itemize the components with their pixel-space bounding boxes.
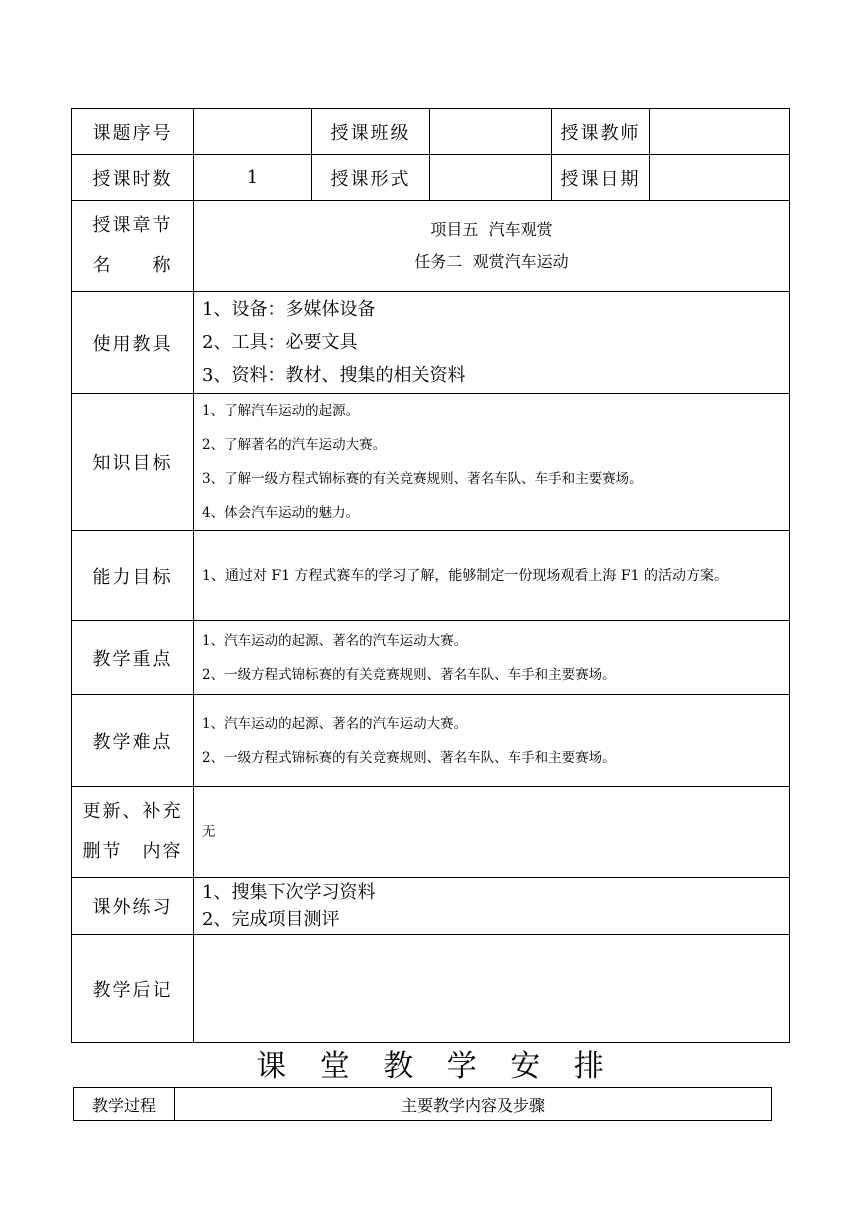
difficulty-item: 2、一级方程式锦标赛的有关竞赛规则、著名车队、车手和主要赛场。 [202, 749, 616, 766]
chapter-row [72, 201, 790, 292]
format-label: 授课形式 [312, 155, 430, 201]
tools-content[interactable] [194, 292, 790, 394]
updates-content[interactable]: 无 [194, 787, 790, 878]
chapter-label-line1: 授课章节 [92, 215, 173, 236]
knowledge-content[interactable] [194, 394, 790, 531]
updates-label-line2: 删节 内容 [82, 841, 183, 862]
teaching-plan-table [73, 1087, 772, 1121]
tools-label: 使用教具 [72, 292, 194, 394]
lesson-number-label: 课题序号 [72, 109, 194, 155]
knowledge-item: 3、了解一级方程式锦标赛的有关竞赛规则、著名车队、车手和主要赛场。 [202, 471, 643, 487]
date-label: 授课日期 [552, 155, 650, 201]
info-row-1 [72, 109, 790, 155]
chapter-value[interactable] [194, 201, 790, 292]
postscript-label: 教学后记 [72, 935, 194, 1043]
ability-label: 能力目标 [72, 531, 194, 621]
content-header: 主要教学内容及步骤 [175, 1088, 772, 1121]
hours-value[interactable]: 1 [194, 155, 312, 201]
knowledge-item: 4、体会汽车运动的魅力。 [202, 505, 360, 521]
plan-header-row [74, 1088, 772, 1121]
lesson-info-table [71, 108, 790, 1043]
class-value[interactable] [430, 109, 552, 155]
difficulties-label: 教学难点 [72, 695, 194, 787]
chapter-line1: 项目五 汽车观赏 [430, 220, 553, 239]
chapter-line2: 任务二 观赏汽车运动 [414, 252, 569, 271]
ability-content[interactable]: 1、通过对 F1 方程式赛车的学习了解，能够制定一份现场观看上海 F1 的活动方案。 [194, 531, 790, 621]
homework-label: 课外练习 [72, 878, 194, 935]
knowledge-item: 1、了解汽车运动的起源。 [202, 403, 360, 419]
knowledge-row [72, 394, 790, 531]
teacher-value[interactable] [650, 109, 790, 155]
difficulty-item: 1、汽车运动的起源、著名的汽车运动大赛。 [202, 715, 468, 732]
homework-row [72, 878, 790, 935]
key-point-item: 2、一级方程式锦标赛的有关竞赛规则、著名车队、车手和主要赛场。 [202, 666, 616, 683]
chapter-label-line2: 名 称 [92, 255, 173, 276]
tools-item: 1、设备：多媒体设备 [202, 299, 376, 320]
format-value[interactable] [430, 155, 552, 201]
class-label: 授课班级 [312, 109, 430, 155]
info-row-2 [72, 155, 790, 201]
postscript-row [72, 935, 790, 1043]
key-points-content[interactable] [194, 621, 790, 695]
tools-item: 3、资料：教材、搜集的相关资料 [202, 365, 466, 386]
key-points-label: 教学重点 [72, 621, 194, 695]
updates-label-line1: 更新、补充 [82, 801, 183, 822]
difficulties-content[interactable] [194, 695, 790, 787]
chapter-label [72, 201, 194, 292]
tools-item: 2、工具：必要文具 [202, 332, 358, 353]
difficulties-row [72, 695, 790, 787]
homework-item: 2、完成项目测评 [202, 909, 340, 930]
knowledge-item: 2、了解著名的汽车运动大赛。 [202, 437, 387, 453]
key-point-item: 1、汽车运动的起源、著名的汽车运动大赛。 [202, 632, 468, 649]
section-title: 课 堂 教 学 安 排 [256, 1049, 616, 1084]
homework-item: 1、搜集下次学习资料 [202, 882, 376, 903]
knowledge-label: 知识目标 [72, 394, 194, 531]
teacher-label: 授课教师 [552, 109, 650, 155]
updates-row [72, 787, 790, 878]
date-value[interactable] [650, 155, 790, 201]
lesson-number-value[interactable] [194, 109, 312, 155]
homework-content[interactable] [194, 878, 790, 935]
postscript-content[interactable] [194, 935, 790, 1043]
key-points-row [72, 621, 790, 695]
hours-label: 授课时数 [72, 155, 194, 201]
ability-row [72, 531, 790, 621]
tools-row [72, 292, 790, 394]
updates-label [72, 787, 194, 878]
process-header: 教学过程 [74, 1088, 175, 1121]
